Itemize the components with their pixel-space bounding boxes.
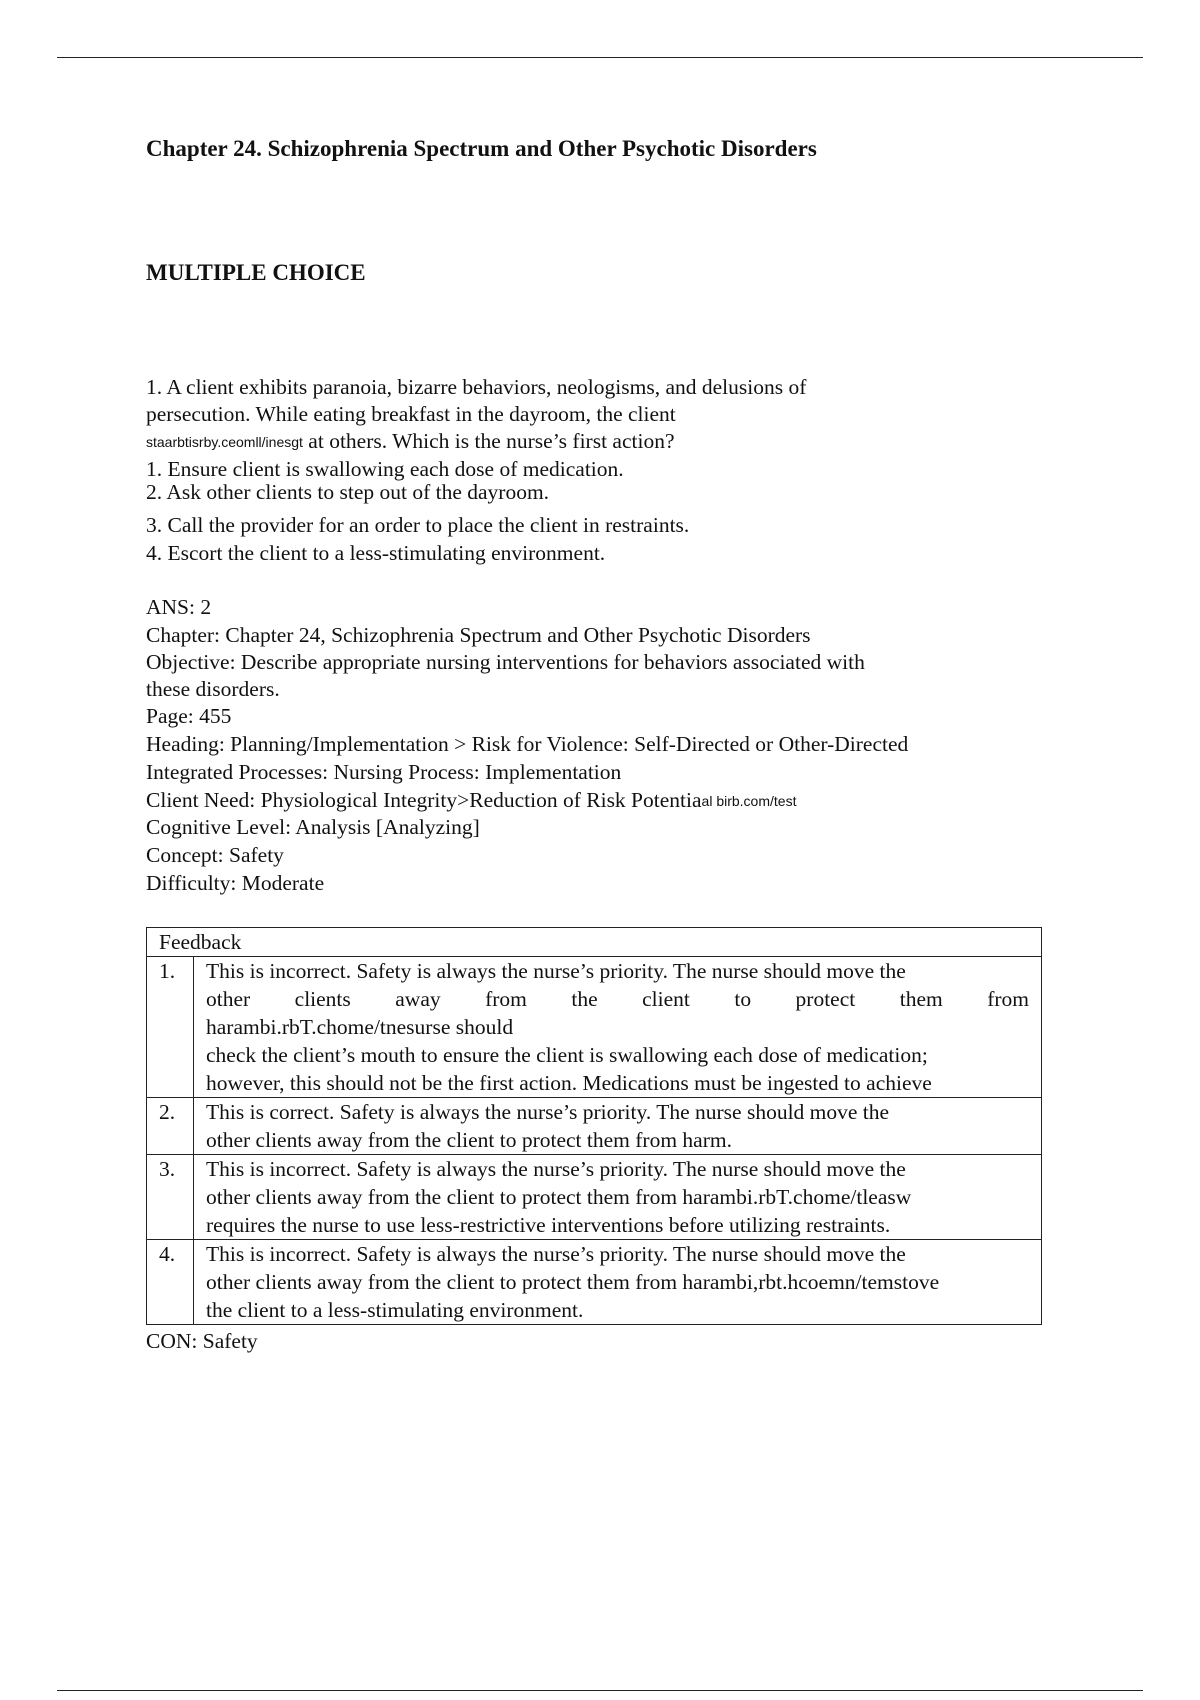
- feedback-line: This is incorrect. Safety is always the nurse’s priority. The nurse should move the: [206, 1242, 906, 1266]
- feedback-row: [147, 1240, 1042, 1325]
- answer-chapter: Chapter: Chapter 24, Schizophrenia Spectrum and Other Psychotic Disorders: [146, 623, 811, 647]
- answer-page: Page: 455: [146, 704, 232, 728]
- feedback-line: other clients away from the client to protect them from harambi.rbT.chome/tleasw: [206, 1185, 912, 1209]
- feedback-row: [147, 957, 1042, 1098]
- feedback-line: other clients away from the client to protect them from harm.: [206, 1128, 732, 1152]
- feedback-line: This is incorrect. Safety is always the nurse’s priority. The nurse should move the: [206, 959, 906, 983]
- feedback-line: This is correct. Safety is always the nurse’s priority. The nurse should move the: [206, 1100, 890, 1124]
- option-3: 3. Call the provider for an order to place the client in restraints.: [146, 513, 690, 537]
- feedback-line: other clients away from the client to protect them from: [206, 987, 1029, 1011]
- feedback-table: [146, 927, 1042, 1325]
- feedback-line: the client to a less-stimulating environment.: [206, 1298, 584, 1322]
- chapter-title: Chapter 24. Schizophrenia Spectrum and Other Psychotic Disorders: [146, 136, 817, 161]
- feedback-row: [147, 1098, 1042, 1155]
- bottom-rule: [57, 1690, 1143, 1691]
- answer-objective-line-1: Objective: Describe appropriate nursing interventions for behaviors associated with: [146, 650, 865, 674]
- option-2: 2. Ask other clients to step out of the dayroom.: [146, 480, 550, 504]
- feedback-line: check the client’s mouth to ensure the client is swallowing each dose of medication;: [206, 1043, 928, 1067]
- question-stem-line-1: 1. A client exhibits paranoia, bizarre behaviors, neologisms, and delusions of: [146, 375, 807, 399]
- feedback-line: however, this should not be the first action. Medications must be ingested to achieve: [206, 1071, 932, 1095]
- option-1: 1. Ensure client is swallowing each dose of medication.: [146, 457, 624, 481]
- feedback-row-text: [194, 1155, 1042, 1240]
- client-need-watermark: al birb.com/test: [701, 793, 797, 809]
- answer-difficulty: Difficulty: Moderate: [146, 871, 325, 895]
- feedback-row-number: 1.: [147, 957, 194, 1098]
- question-stem-text: at others. Which is the nurse’s first action?: [302, 429, 675, 453]
- feedback-row-text: [194, 1240, 1042, 1325]
- feedback-line: This is incorrect. Safety is always the nurse’s priority. The nurse should move the: [206, 1157, 906, 1181]
- top-rule: [57, 57, 1143, 58]
- answer-concept: Concept: Safety: [146, 843, 284, 867]
- answer-heading: Heading: Planning/Implementation > Risk for Violence: Self-Directed or Other-Directed: [146, 732, 909, 756]
- question-stem-line-3: [146, 428, 675, 456]
- answer-client-need: [146, 787, 796, 815]
- feedback-row-number: 2.: [147, 1098, 194, 1155]
- option-4: 4. Escort the client to a less-stimulating environment.: [146, 541, 606, 565]
- feedback-row-number: 4.: [147, 1240, 194, 1325]
- feedback-line: requires the nurse to use less-restrictive interventions before utilizing restraints.: [206, 1213, 891, 1237]
- feedback-row: [147, 1155, 1042, 1240]
- client-need-text: Client Need: Physiological Integrity>Reduction of Risk Potentia: [146, 788, 702, 812]
- answer-integrated-processes: Integrated Processes: Nursing Process: Implementation: [146, 760, 622, 784]
- question-stem-line-2: persecution. While eating breakfast in the dayroom, the client: [146, 402, 676, 426]
- feedback-row-text: [194, 957, 1042, 1098]
- answer-cognitive-level: Cognitive Level: Analysis [Analyzing]: [146, 815, 480, 839]
- feedback-row-text: [194, 1098, 1042, 1155]
- feedback-header: Feedback: [147, 928, 1042, 957]
- answer-objective-line-2: these disorders.: [146, 677, 280, 701]
- section-heading: MULTIPLE CHOICE: [146, 260, 366, 285]
- feedback-line: harambi.rbT.chome/tnesurse should: [206, 1015, 514, 1039]
- answer-key: ANS: 2: [146, 595, 212, 619]
- feedback-header-row: [147, 928, 1042, 957]
- con-label: CON: Safety: [146, 1329, 258, 1353]
- watermark-text: staarbtisrby.ceomll/inesgt: [146, 434, 303, 450]
- feedback-line: other clients away from the client to protect them from harambi,rbt.hcoemn/temstove: [206, 1270, 940, 1294]
- feedback-row-number: 3.: [147, 1155, 194, 1240]
